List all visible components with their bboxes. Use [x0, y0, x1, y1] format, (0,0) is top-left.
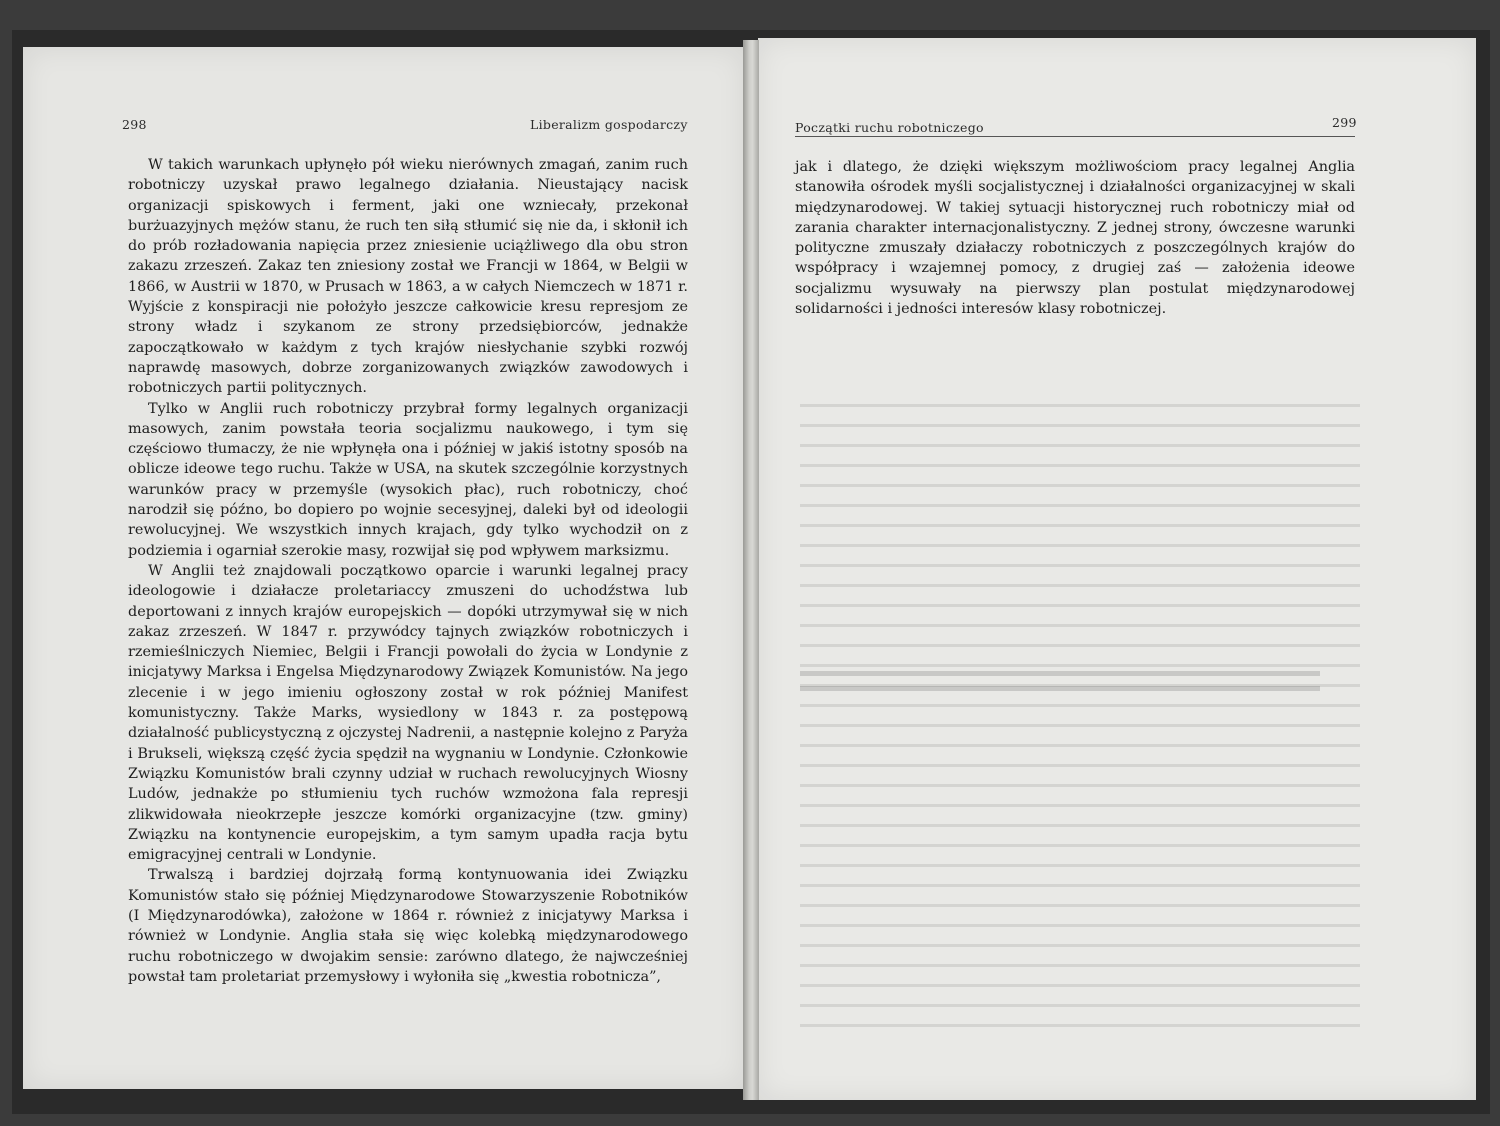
header-rule	[795, 136, 1355, 137]
paragraph: jak i dlatego, że dzięki większym możliwościom pracy legalnej Anglia stanowiła ośrodek myśli socjalistycznej i działalności organizacyjnej w skali międzynarodowej. W takiej sytuacji historycznej ruch robotniczy miał od zarania charakter internacjonalistyczny. Z jednej strony, ówczesne warunki polityczne zmuszały działaczy robotniczych z poszczególnych krajów do współpracy i wzajemnej pomocy, z drugiej zaś — założenia ideowe socjalizmu wysuwały na pierwszy plan postulat międzynarodowej solidarności i jedności interesów klasy robotniczej.	[795, 159, 1355, 318]
right-page-number: 299	[1332, 115, 1357, 130]
right-running-head: Początki ruchu robotniczego	[795, 120, 984, 135]
bleed-through-heading	[800, 665, 1320, 695]
paragraph: W Anglii też znajdowali początkowo oparcie i warunki legalnej pracy ideologowie i działacze proletariaccy zmuszeni do uchodźstwa lub deportowani z innych krajów europejskich — dopóki utrzymywał się w nich zakaz zrzeszeń. W 1847 r. przywódcy tajnych związków robotniczych i rzemieślniczych Niemiec, Belgii i Francji powołali do życia w Londynie z inicjatywy Marksa i Engelsa Międzynarodowy Związek Komunistów. Na jego zlecenie i w jego imieniu ogłoszony został w rok później Manifest komunistyczny. Także Marks, wysiedlony w 1843 r. za postępową działalność publicystyczną z ojczystej Nadrenii, a następnie kolejno z Paryża i Brukseli, większą część życia spędził na wygnaniu w Londynie. Członkowie Związku Komunistów brali czynny udział w ruchach rewolucyjnych Wiosny Ludów, jednakże po stłumieniu tych ruchów wzmożona fala represji zlikwidowała nieokrzepłe jeszcze komórki organizacyjne (tzw. gminy) Związku na kontynencie europejskim, a tym samym upadła racja bytu emigracyjnej centrali w Londynie.	[128, 562, 688, 864]
paragraph: Trwalszą i bardziej dojrzałą formą kontynuowania idei Związku Komunistów stało się później Międzynarodowe Stowarzyszenie Robotników (I Międzynarodówka), założone w 1864 r. również z inicjatywy Marksa i również w Londynie. Anglia stała się więc kolebką międzynarodowego ruchu robotniczego w dwojakim sensie: zarówno dlatego, że najwcześniej powstał tam proletariat przemysłowy i wyłoniła się „kwestia robotnicza”,	[128, 867, 688, 985]
book-gutter	[743, 40, 759, 1100]
left-running-head: Liberalizm gospodarczy	[530, 117, 688, 132]
right-page-body	[795, 157, 1355, 319]
left-page-number: 298	[122, 117, 147, 132]
paragraph: Tylko w Anglii ruch robotniczy przybrał formy legalnych organizacji masowych, zanim powstała teoria socjalizmu naukowego, i tym się częściowo tłumaczy, że nie wpłynęła ona i później w jakiś istotny sposób na oblicze ideowe tego ruchu. Także w USA, na skutek szczególnie korzystnych warunków pracy w przemyśle (wysokich płac), ruch robotniczy, choć narodził się późno, bo dopiero po wojnie secesyjnej, daleki był od ideologii rewolucyjnej. We wszystkich innych krajach, gdy tylko wychodził on z podziemia i ogarniał szerokie masy, rozwijał się pod wpływem marksizmu.	[128, 400, 688, 559]
bleed-through-text	[800, 395, 1360, 1035]
left-page-body	[128, 155, 688, 987]
paragraph: W takich warunkach upłynęło pół wieku nierównych zmagań, zanim ruch robotniczy uzyskał prawo legalnego działania. Nieustający nacisk organizacji spiskowych i ferment, jaki one wzniecały, przekonał burżuazyjnych mężów stanu, że ruch ten siłą stłumić się nie da, i skłonił ich do prób rozładowania napięcia przez zniesienie uciążliwego dla obu stron zakazu zrzeszeń. Zakaz ten zniesiony został we Francji w 1864, w Belgii w 1866, w Austrii w 1870, w Prusach w 1863, a w całych Niemczech w 1871 r. Wyjście z konspiracji nie położyło jeszcze całkowicie kresu represjom ze strony władz i szykanom ze strony przedsiębiorców, jednakże zapoczątkowało w każdym z tych krajów niesłychanie szybki rozwój naprawdę masowych, dobrze zorganizowanych związków zawodowych i robotniczych partii politycznych.	[128, 157, 688, 397]
